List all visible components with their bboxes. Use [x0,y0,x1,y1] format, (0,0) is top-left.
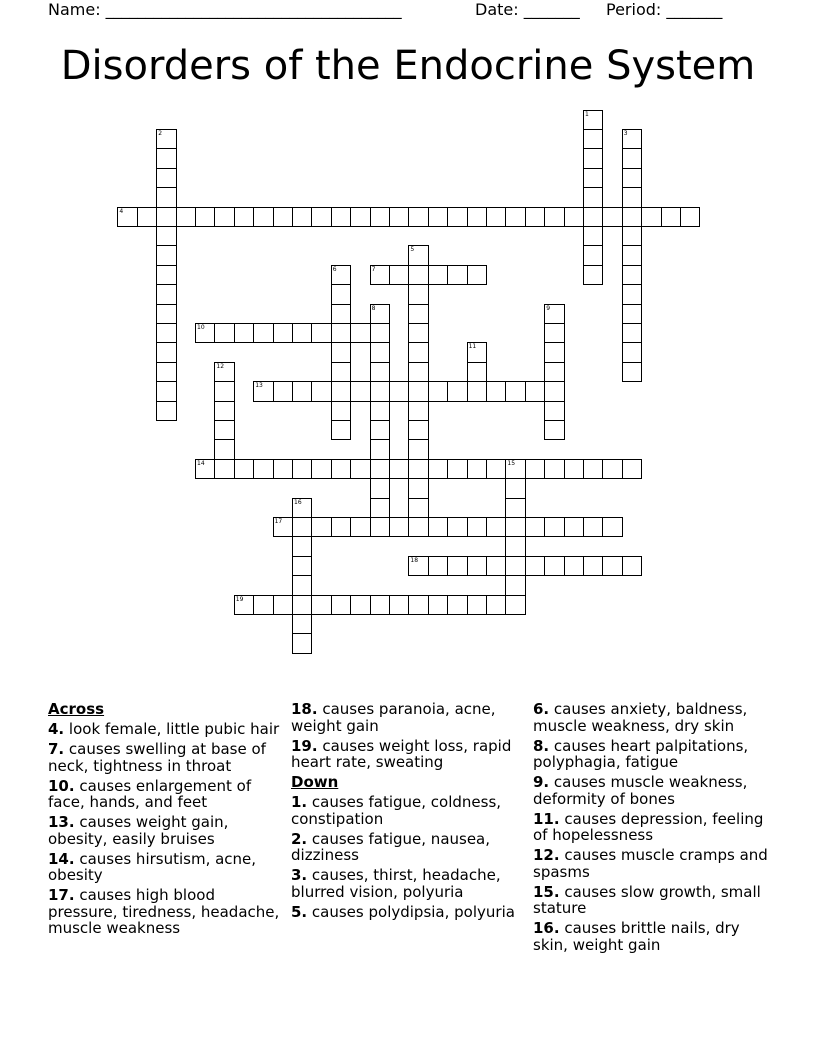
crossword-cell[interactable] [622,265,642,285]
crossword-cell[interactable] [408,595,428,615]
crossword-cell[interactable] [331,323,351,343]
crossword-cell[interactable] [564,517,584,537]
crossword-cell[interactable] [156,245,176,265]
cell-number: 16 [294,498,302,506]
crossword-cell[interactable] [467,517,487,537]
crossword-cell[interactable] [350,595,370,615]
cell-number: 15 [507,459,516,467]
crossword-cell[interactable] [467,362,487,382]
crossword-cell[interactable] [234,595,254,615]
crossword-cell[interactable] [389,459,409,479]
crossword-cell[interactable] [137,207,157,227]
cell-number: 17 [274,518,283,525]
crossword-cell[interactable] [156,323,176,343]
crossword-cell[interactable] [583,168,603,188]
crossword-cell[interactable] [408,207,428,227]
down-heading: Down [291,773,339,791]
crossword-cell[interactable] [253,323,273,343]
crossword-cell[interactable] [389,207,409,227]
crossword-cell[interactable] [544,207,564,227]
crossword-cell[interactable] [583,459,603,479]
clue-across-7: 7. causes swelling at base of neck, tightness in throat [48,740,266,775]
crossword-cell[interactable] [428,459,448,479]
clue-down-6: 6. causes anxiety, baldness, muscle weakness, dry skin [533,700,748,735]
crossword-cell[interactable] [156,401,176,421]
crossword-cell[interactable] [583,226,603,246]
name-field[interactable]: Name: _____________________________________ [48,0,402,19]
cell-number: 10 [197,324,205,331]
crossword-cell[interactable] [156,187,176,207]
crossword-cell[interactable] [622,342,642,362]
crossword-cell[interactable] [273,459,293,479]
crossword-cell[interactable] [467,342,487,362]
crossword-cell[interactable] [602,556,622,576]
crossword-cell[interactable] [428,265,448,285]
crossword-cell[interactable] [408,323,428,343]
clue-across-18: 18. causes paranoia, acne, weight gain [291,700,496,735]
crossword-cell[interactable] [622,168,642,188]
crossword-cell[interactable] [544,401,564,421]
crossword-cell[interactable] [622,459,642,479]
clues-column-3 [533,701,768,957]
crossword-cell[interactable] [602,459,622,479]
crossword-cell[interactable] [292,536,312,556]
crossword-cell[interactable] [331,304,351,324]
crossword-cell[interactable] [273,517,293,537]
crossword-cell[interactable] [253,595,273,615]
crossword-cell[interactable] [408,420,428,440]
crossword-cell[interactable] [525,207,545,227]
crossword-cell[interactable] [331,459,351,479]
crossword-cell[interactable] [544,517,564,537]
crossword-cell[interactable] [544,304,564,324]
crossword-cell[interactable] [292,498,312,518]
crossword-cell[interactable] [428,595,448,615]
crossword-cell[interactable] [447,381,467,401]
crossword-cell[interactable] [622,556,642,576]
page-title: Disorders of the Endocrine System [60,43,756,89]
crossword-cell[interactable] [273,595,293,615]
crossword-cell[interactable] [505,459,525,479]
crossword-cell[interactable] [195,459,215,479]
crossword-cell[interactable] [311,207,331,227]
crossword-cell[interactable] [214,439,234,459]
crossword-cell[interactable] [505,517,525,537]
crossword-cell[interactable] [331,420,351,440]
crossword-cell[interactable] [156,304,176,324]
crossword-cell[interactable] [486,556,506,576]
crossword-cell[interactable] [467,207,487,227]
crossword-cell[interactable] [156,129,176,149]
crossword-cell[interactable] [292,595,312,615]
crossword-cell[interactable] [311,381,331,401]
crossword-cell[interactable] [408,517,428,537]
crossword-cell[interactable] [447,517,467,537]
crossword-cell[interactable] [156,207,176,227]
crossword-cell[interactable] [583,187,603,207]
crossword-cell[interactable] [467,381,487,401]
crossword-cell[interactable] [370,265,390,285]
crossword-cell[interactable] [331,401,351,421]
crossword-cell[interactable] [408,284,428,304]
crossword-cell[interactable] [370,342,390,362]
crossword-cell[interactable] [370,207,390,227]
cell-number: 4 [119,207,124,215]
crossword-cell[interactable] [214,401,234,421]
crossword-cell[interactable] [505,207,525,227]
cell-number: 14 [197,459,205,467]
crossword-cell[interactable] [408,362,428,382]
crossword-cell[interactable] [370,304,390,324]
crossword-cell[interactable] [311,459,331,479]
crossword-cell[interactable] [273,381,293,401]
crossword-cell[interactable] [389,517,409,537]
crossword-cell[interactable] [350,323,370,343]
crossword-cell[interactable] [583,129,603,149]
crossword-cell[interactable] [156,226,176,246]
crossword-cell[interactable] [370,439,390,459]
crossword-cell[interactable] [525,517,545,537]
crossword-cell[interactable] [214,207,234,227]
clue-across-17: 17. causes high blood pressure, tiredness, headache, muscle weakness [48,886,280,937]
crossword-cell[interactable] [505,381,525,401]
crossword-cell[interactable] [408,265,428,285]
crossword-cell[interactable] [370,478,390,498]
crossword-cell[interactable] [273,207,293,227]
crossword-cell[interactable] [389,265,409,285]
crossword-cell[interactable] [370,595,390,615]
crossword-cell[interactable] [428,556,448,576]
crossword-cell[interactable] [564,556,584,576]
crossword-cell[interactable] [622,207,642,227]
crossword-cell[interactable] [447,207,467,227]
crossword-cell[interactable] [292,323,312,343]
cell-number: 11 [468,343,477,351]
crossword-cell[interactable] [331,207,351,227]
crossword-cell[interactable] [622,148,642,168]
crossword-cell[interactable] [156,168,176,188]
crossword-cell[interactable] [602,207,622,227]
clue-down-16: 16. causes brittle nails, dry skin, weight gain [533,919,740,954]
crossword-cell[interactable] [253,207,273,227]
crossword-cell[interactable] [544,420,564,440]
clues-column-1 [48,701,283,940]
crossword-cell[interactable] [370,362,390,382]
cell-number: 7 [371,265,376,273]
crossword-cell[interactable] [486,517,506,537]
crossword-cell[interactable] [641,207,661,227]
crossword-cell[interactable] [292,381,312,401]
crossword-cell[interactable] [486,459,506,479]
crossword-cell[interactable] [564,207,584,227]
crossword-cell[interactable] [156,362,176,382]
clue-across-19: 19. causes weight loss, rapid heart rate, sweating [291,736,512,771]
crossword-cell[interactable] [467,556,487,576]
clue-across-10: 10. causes enlargement of face, hands, and feet [48,776,252,811]
crossword-cell[interactable] [525,459,545,479]
crossword-cell[interactable] [273,323,293,343]
crossword-cell[interactable] [214,323,234,343]
crossword-cell[interactable] [214,459,234,479]
crossword-cell[interactable] [622,304,642,324]
crossword-cell[interactable] [195,323,215,343]
crossword-cell[interactable] [331,381,351,401]
crossword-cell[interactable] [331,265,351,285]
crossword-cell[interactable] [214,381,234,401]
crossword-cell[interactable] [505,536,525,556]
across-heading: Across [48,700,105,718]
crossword-cell[interactable] [661,207,681,227]
cell-number: 13 [255,382,263,390]
crossword-cell[interactable] [331,362,351,382]
crossword-cell[interactable] [408,304,428,324]
crossword-cell[interactable] [505,595,525,615]
cell-number: 6 [332,265,337,273]
crossword-cell[interactable] [544,323,564,343]
crossword-cell[interactable] [408,245,428,265]
crossword-cell[interactable] [583,207,603,227]
crossword-cell[interactable] [622,362,642,382]
crossword-cell[interactable] [350,207,370,227]
crossword-cell[interactable] [408,498,428,518]
crossword-cell[interactable] [350,459,370,479]
crossword-cell[interactable] [583,265,603,285]
crossword-cell[interactable] [408,381,428,401]
clue-across-14: 14. causes hirsutism, acne, obesity [48,849,257,884]
crossword-cell[interactable] [370,498,390,518]
crossword-cell[interactable] [583,245,603,265]
crossword-cell[interactable] [292,633,312,653]
crossword-cell[interactable] [350,381,370,401]
crossword-cell[interactable] [622,187,642,207]
crossword-cell[interactable] [544,381,564,401]
crossword-cell[interactable] [234,207,254,227]
crossword-cell[interactable] [622,245,642,265]
crossword-cell[interactable] [234,459,254,479]
crossword-cell[interactable] [292,556,312,576]
crossword-cell[interactable] [680,207,700,227]
crossword-cell[interactable] [583,110,603,130]
crossword-cell[interactable] [583,556,603,576]
clue-down-12: 12. causes muscle cramps and spasms [533,846,768,881]
crossword-cell[interactable] [331,517,351,537]
cell-number: 18 [410,556,419,564]
crossword-cell[interactable] [544,362,564,382]
crossword-cell[interactable] [370,323,390,343]
crossword-cell[interactable] [156,342,176,362]
crossword-cell[interactable] [505,478,525,498]
crossword-cell[interactable] [505,498,525,518]
crossword-cell[interactable] [156,265,176,285]
clue-down-1: 1. causes fatigue, coldness, constipation [291,793,502,828]
crossword-cell[interactable] [622,129,642,149]
clue-down-8: 8. causes heart palpitations, polyphagia, fatigue [533,736,749,771]
cell-number: 5 [410,246,415,254]
crossword-cell[interactable] [214,420,234,440]
clue-across-4: 4. look female, little pubic hair [48,720,280,738]
crossword-cell[interactable] [486,207,506,227]
crossword-cell[interactable] [389,381,409,401]
crossword-cell[interactable] [117,207,137,227]
crossword-cell[interactable] [195,207,215,227]
clue-across-13: 13. causes weight gain, obesity, easily bruises [48,813,229,848]
cell-number: 9 [546,304,551,312]
crossword-cell[interactable] [447,459,467,479]
crossword-cell[interactable] [292,614,312,634]
crossword-cell[interactable] [467,265,487,285]
crossword-cell[interactable] [428,517,448,537]
crossword-cell[interactable] [156,381,176,401]
crossword-cell[interactable] [292,207,312,227]
crossword-cell[interactable] [350,517,370,537]
crossword-cell[interactable] [486,381,506,401]
crossword-cell[interactable] [331,342,351,362]
crossword-cell[interactable] [564,459,584,479]
clue-down-2: 2. causes fatigue, nausea, dizziness [291,829,491,864]
crossword-cell[interactable] [311,323,331,343]
crossword-cell[interactable] [447,265,467,285]
clue-down-5: 5. causes polydipsia, polyuria [291,902,515,921]
crossword-cell[interactable] [583,517,603,537]
cell-number: 19 [235,595,244,603]
crossword-cell[interactable] [408,342,428,362]
crossword-cell[interactable] [428,381,448,401]
crossword-cell[interactable] [234,323,254,343]
clue-down-15: 15. causes slow growth, small stature [533,882,761,917]
cell-number: 12 [216,362,225,370]
crossword-cell[interactable] [311,517,331,537]
crossword-cell[interactable] [408,478,428,498]
crossword-cell[interactable] [253,381,273,401]
crossword-cell[interactable] [253,459,273,479]
crossword-cell[interactable] [544,459,564,479]
clue-down-9: 9. causes muscle weakness, deformity of bones [533,773,748,808]
crossword-cell[interactable] [370,459,390,479]
crossword-cell[interactable] [292,517,312,537]
crossword-cell[interactable] [505,556,525,576]
crossword-cell[interactable] [311,595,331,615]
crossword-cell[interactable] [622,226,642,246]
crossword-cell[interactable] [525,556,545,576]
crossword-cell[interactable] [331,284,351,304]
cell-number: 1 [585,110,589,118]
crossword-cell[interactable] [408,459,428,479]
date-field[interactable]: Date: _______ [475,0,580,19]
crossword-cell[interactable] [505,575,525,595]
crossword-cell[interactable] [214,362,234,382]
crossword-cell[interactable] [525,381,545,401]
crossword-cell[interactable] [428,207,448,227]
crossword-cell[interactable] [156,284,176,304]
crossword-cell[interactable] [622,323,642,343]
crossword-cell[interactable] [408,401,428,421]
crossword-cell[interactable] [331,595,351,615]
crossword-cell[interactable] [447,595,467,615]
crossword-cell[interactable] [447,556,467,576]
period-field[interactable]: Period: _______ [606,0,723,19]
clues-column-2 [291,701,526,924]
crossword-cell[interactable] [176,207,196,227]
crossword-cell[interactable] [292,459,312,479]
crossword-cell[interactable] [467,459,487,479]
crossword-cell[interactable] [467,595,487,615]
crossword-cell[interactable] [389,595,409,615]
crossword-cell[interactable] [544,556,564,576]
crossword-cell[interactable] [583,148,603,168]
cell-number: 3 [623,130,628,137]
crossword-cell[interactable] [370,517,390,537]
clue-down-3: 3. causes, thirst, headache, blurred vision, polyuria [291,866,501,901]
crossword-cell[interactable] [156,148,176,168]
cell-number: 2 [158,130,163,137]
crossword-cell[interactable] [602,517,622,537]
crossword-cell[interactable] [544,342,564,362]
crossword-cell[interactable] [408,439,428,459]
crossword-cell[interactable] [292,575,312,595]
crossword-cell[interactable] [370,420,390,440]
crossword-cell[interactable] [370,381,390,401]
clue-down-11: 11. causes depression, feeling of hopelessness [533,809,764,844]
crossword-cell[interactable] [622,284,642,304]
crossword-cell[interactable] [370,401,390,421]
crossword-cell[interactable] [408,556,428,576]
crossword-cell[interactable] [486,595,506,615]
cell-number: 8 [371,304,376,312]
